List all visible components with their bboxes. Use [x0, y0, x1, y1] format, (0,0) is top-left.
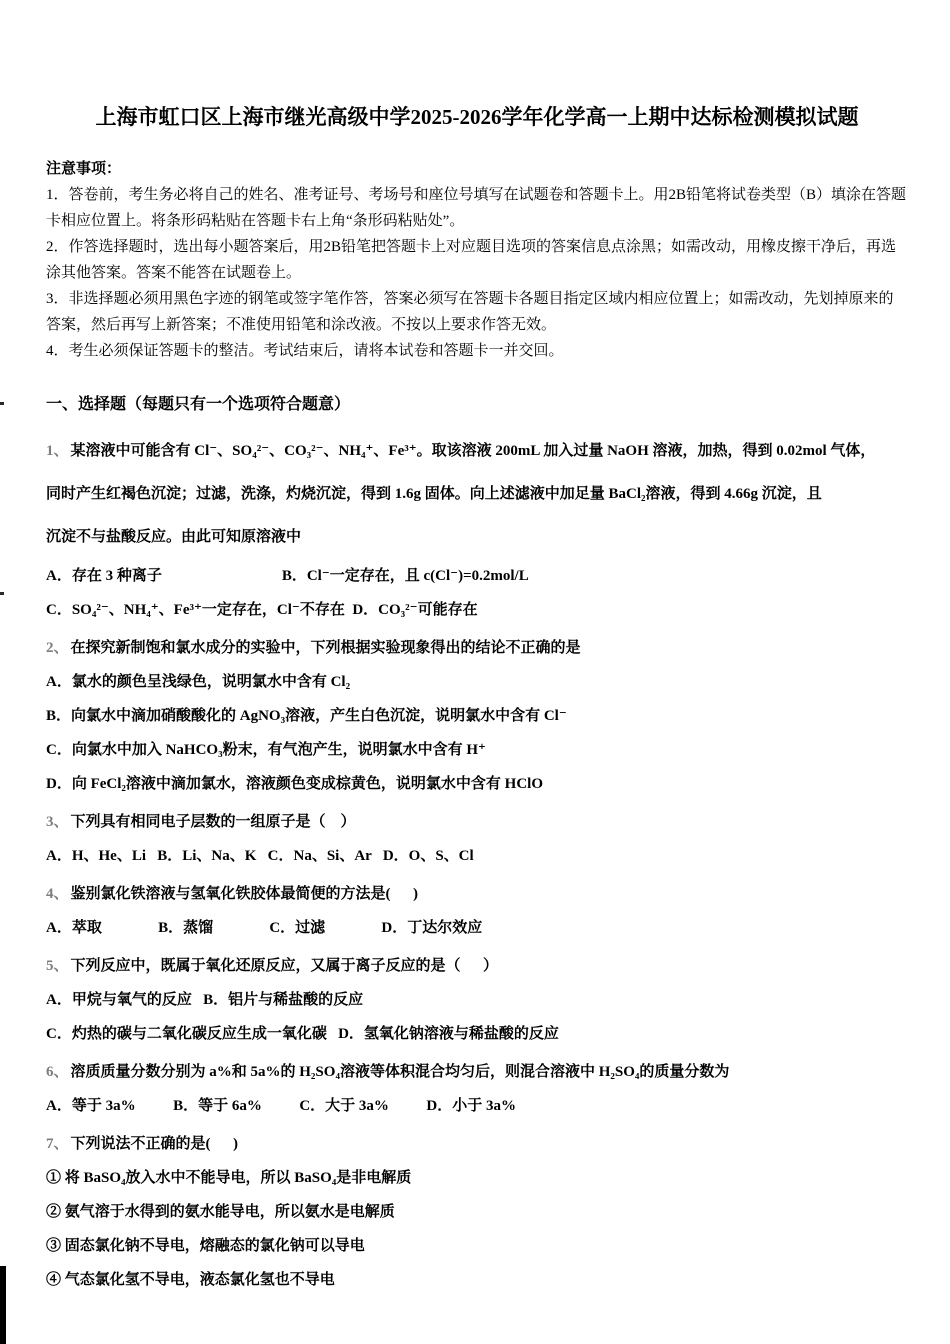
question-5 [46, 949, 908, 1051]
question-option-line: A．等于 3a% B．等于 6a% C．大于 3a% D．小于 3a% [46, 1098, 517, 1114]
question-4 [46, 877, 908, 945]
question-statement-line: ② 氨气溶于水得到的氨水能导电，所以氨水是电解质 [46, 1204, 395, 1220]
question-2 [46, 631, 908, 801]
question-option-line: A．氯水的颜色呈浅绿色，说明氯水中含有 Cl₂ [46, 674, 351, 690]
question-7 [46, 1127, 908, 1297]
question-number: 7、 [46, 1136, 69, 1152]
question-option-line: B．向氯水中滴加硝酸酸化的 AgNO₃溶液，产生白色沉淀，说明氯水中含有 Cl⁻ [46, 708, 567, 724]
question-option-line: A．H、He、Li B．Li、Na、K C．Na、Si、Ar D．O、S、Cl [46, 848, 474, 864]
section-header: 一、选择题（每题只有一个选项符合题意） [46, 396, 351, 413]
question-3 [46, 805, 908, 873]
question-option-line: C．SO₄²⁻、NH₄⁺、Fe³⁺一定存在，Cl⁻不存在 D．CO₃²⁻可能存在 [46, 602, 478, 618]
question-option-line: A．存在 3 种离子 B．Cl⁻一定存在，且 c(Cl⁻)=0.2mol/L [46, 568, 529, 584]
question-number: 1、 [46, 443, 69, 459]
notice-item: 3．非选择题必须用黑色字迹的钢笔或签字笔作答，答案必须写在答题卡各题目指定区域内相应位置上；如需改动，先划掉原来的答案，然后再写上新答案；不准使用铅笔和涂改液。不按以上要求作答无效。 [46, 291, 894, 333]
notice-item: 2．作答选择题时，选出每小题答案后，用2B铅笔把答题卡上对应题目选项的答案信息点涂黑；如需改动，用橡皮擦干净后，再选涂其他答案。答案不能答在试题卷上。 [46, 239, 897, 281]
question-stem-line: 沉淀不与盐酸反应。由此可知原溶液中 [46, 529, 302, 545]
question-stem-line [46, 1127, 908, 1161]
question-stem-text: 溶质质量分数分别为 a%和 5a%的 H₂SO₄溶液等体积混合均匀后，则混合溶液中 H₂SO₄的质量分数为 [70, 1064, 730, 1080]
question-stem-text: 下列具有相同电子层数的一组原子是（ ） [70, 814, 356, 830]
question-stem-text: 鉴别氯化铁溶液与氢氧化铁胶体最简便的方法是( ) [70, 886, 419, 902]
notice-section [46, 156, 908, 364]
exam-page [46, 102, 908, 1297]
question-1 [46, 430, 908, 627]
notice-item: 4．考生必须保证答题卡的整洁。考试结束后，请将本试卷和答题卡一并交回。 [46, 343, 564, 359]
questions-list [46, 430, 908, 1297]
question-stem-line: 同时产生红褐色沉淀；过滤，洗涤，灼烧沉淀，得到 1.6g 固体。向上述滤液中加足量 BaCl₂溶液，得到 4.66g 沉淀，且 [46, 486, 822, 502]
question-stem-line [46, 805, 908, 839]
question-number: 2、 [46, 640, 69, 656]
question-option-line: C．灼热的碳与二氧化碳反应生成一氧化碳 D．氢氧化钠溶液与稀盐酸的反应 [46, 1026, 559, 1042]
question-option-line: D．向 FeCl₂溶液中滴加氯水，溶液颜色变成棕黄色，说明氯水中含有 HClO [46, 776, 543, 792]
question-number: 5、 [46, 958, 69, 974]
question-option-line: C．向氯水中加入 NaHCO₃粉末，有气泡产生，说明氯水中含有 H⁺ [46, 742, 486, 758]
question-stem-text: 在探究新制饱和氯水成分的实验中，下列根据实验现象得出的结论不正确的是 [70, 640, 581, 656]
question-number: 4、 [46, 886, 69, 902]
page-title: 上海市虹口区上海市继光高级中学2025-2026学年化学高一上期中达标检测模拟试题 [95, 105, 859, 129]
question-statement-line: ③ 固态氯化钠不导电，熔融态的氯化钠可以导电 [46, 1238, 365, 1254]
question-stem-line [46, 430, 908, 473]
scan-artifact-dot [0, 592, 4, 595]
question-stem-text: 下列说法不正确的是( ) [70, 1136, 239, 1152]
question-stem-line [46, 1055, 908, 1089]
scan-artifact-dot [0, 402, 4, 405]
scan-artifact-bar [0, 1266, 6, 1344]
question-stem-text: 某溶液中可能含有 Cl⁻、SO₄²⁻、CO₃²⁻、NH₄⁺、Fe³⁺。取该溶液 200mL 加入过量 NaOH 溶液，加热，得到 0.02mol 气体， [70, 443, 876, 459]
question-statement-line: ④ 气态氯化氢不导电，液态氯化氢也不导电 [46, 1272, 335, 1288]
notice-item: 1．答卷前，考生务必将自己的姓名、准考证号、考场号和座位号填写在试题卷和答题卡上。用2B铅笔将试卷类型（B）填涂在答题卡相应位置上。将条形码粘贴在答题卡右上角“条形码粘贴处”。 [46, 187, 907, 229]
question-stem-line [46, 631, 908, 665]
notice-header: 注意事项： [46, 161, 122, 177]
question-statement-line: ① 将 BaSO₄放入水中不能导电，所以 BaSO₄是非电解质 [46, 1170, 412, 1186]
question-option-line: A．甲烷与氧气的反应 B．铝片与稀盐酸的反应 [46, 992, 364, 1008]
question-number: 3、 [46, 814, 69, 830]
question-stem-text: 下列反应中，既属于氧化还原反应，又属于离子反应的是（ ） [70, 958, 499, 974]
question-option-line: A．萃取 B．蒸馏 C．过滤 D．丁达尔效应 [46, 920, 483, 936]
question-6 [46, 1055, 908, 1123]
question-number: 6、 [46, 1064, 69, 1080]
question-stem-line [46, 949, 908, 983]
question-stem-line [46, 877, 908, 911]
